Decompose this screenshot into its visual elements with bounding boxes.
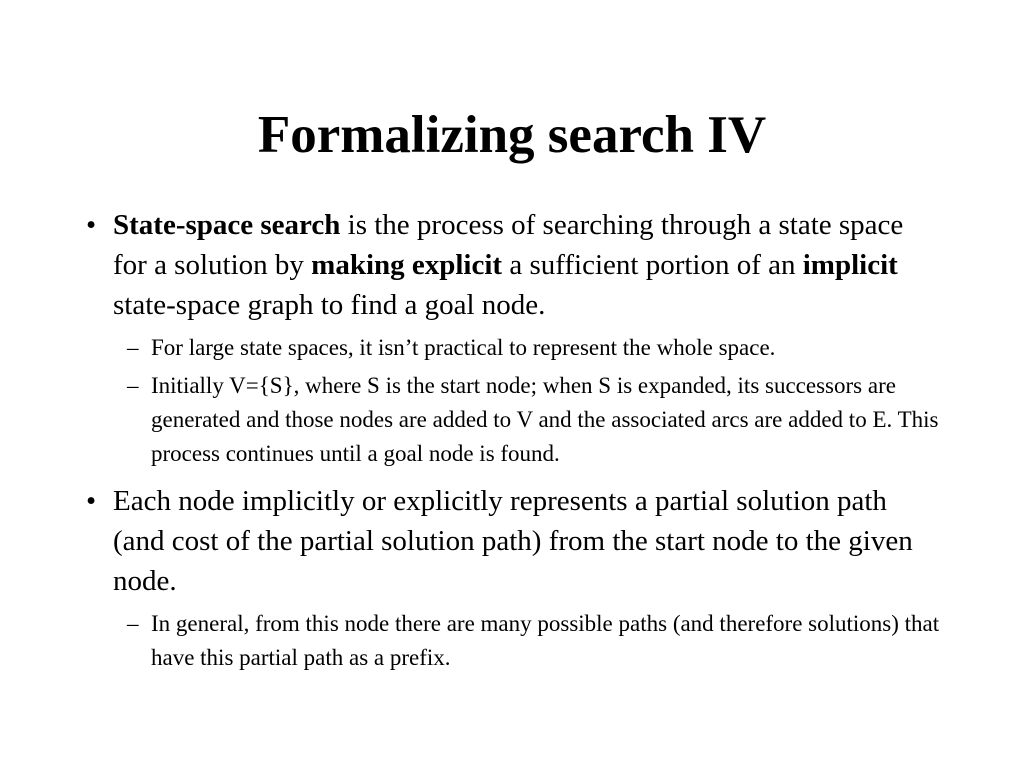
bullet-icon: •	[86, 485, 97, 517]
bullet-list	[84, 205, 944, 685]
dash-icon: –	[127, 611, 139, 636]
bold-term-implicit: implicit	[802, 249, 898, 281]
sub-bullet-item	[113, 607, 944, 675]
dash-icon: –	[127, 335, 139, 360]
slide-title: Formalizing search IV	[257, 106, 767, 164]
bullet-icon: •	[86, 209, 97, 241]
text-segment: a sufficient portion of an	[502, 249, 803, 281]
bullet-item-state-space-search	[84, 205, 944, 471]
sub-bullet-text: Initially V={S}, where S is the start node; when S is expanded, its successors are generated and those nodes are added to V and the associated arcs are added to E. This process continues until a goal node is found.	[151, 373, 939, 466]
bold-term-state-space-search: State-space search	[113, 209, 341, 241]
bullet-item-each-node	[84, 481, 944, 675]
sub-bullet-item	[113, 331, 944, 365]
bold-term-making-explicit: making explicit	[311, 249, 503, 281]
dash-icon: –	[127, 373, 139, 398]
sub-bullet-text: In general, from this node there are many possible paths (and therefore solutions) that have this partial path as a prefix.	[151, 611, 940, 670]
bullet-text	[113, 209, 903, 321]
sub-bullet-item	[113, 369, 944, 471]
sub-bullet-list	[113, 331, 944, 471]
bullet-text: Each node implicitly or explicitly represents a partial solution path (and cost of the partial solution path) from the start node to the given node.	[113, 485, 913, 597]
text-segment: state-space graph to find a goal node.	[113, 289, 546, 321]
text-segment: is the process of searching through a state space for a solution by	[113, 209, 904, 281]
sub-bullet-list	[113, 607, 944, 675]
sub-bullet-text: For large state spaces, it isn’t practical to represent the whole space.	[151, 335, 776, 360]
